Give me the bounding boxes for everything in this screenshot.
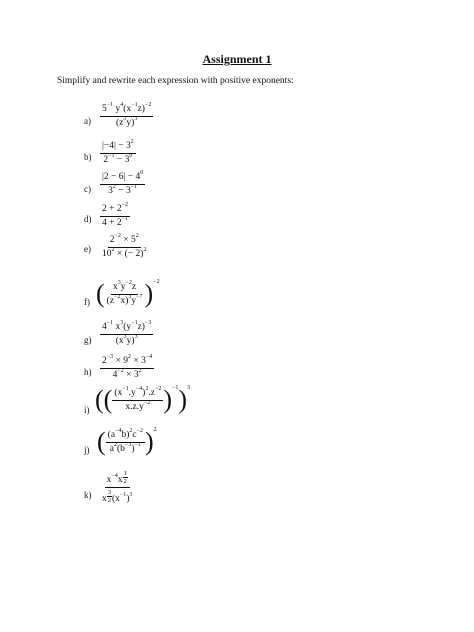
expression-c: $\frac{|2 - 6| - 4^0}{3^2 - 3^{-1}}$: [102, 170, 144, 196]
label-k: k): [84, 490, 92, 500]
label-f: f): [84, 297, 90, 307]
label-b: b): [84, 152, 92, 162]
label-e: e): [84, 244, 91, 254]
label-g: g): [84, 335, 92, 345]
instructions: Simplify and rewrite each expression with positive exponents:: [57, 76, 294, 86]
expression-f: ( $\frac{x^3y^{-2}z}{(z^{-2}x)^3y^{-7}}$ )$^{-2}$: [96, 279, 160, 308]
expression-a: $\frac{5^{-1} y^4(x^{-1}z)^{-2}}{(z^3y)^3}$: [102, 102, 152, 128]
expression-d: $\frac{2 + 2^{-2}}{4 + 2^{-1}}$: [102, 202, 128, 228]
label-j: j): [84, 445, 90, 455]
expression-k: $x^{-4}x$ $^{\frac{1}{2}}$ x $^{\frac{3}{2}}$ $(x^{-1})^3$: [102, 470, 133, 505]
expression-j: ( $\frac{(a^{-4}b)^2c^{-2}}{a^2(b^{-3})^{-1}}$ )$^2$: [97, 427, 157, 456]
expression-e: $\frac{2^{-2} \times 5^2}{10^2 \times (- 2)^2}$: [102, 233, 147, 259]
label-d: d): [84, 214, 92, 224]
label-a: a): [84, 116, 91, 126]
expression-b: $\frac{|-4| - 3^2}{2^{-1} - 3^0}$: [102, 139, 134, 165]
expression-h: $\frac{2^{-3} \times 9^2 \times 3^{-4}}{4^{-2} \times 3^2}$: [102, 354, 153, 380]
expression-g: $\frac{4^{-1} x^3(y^{-1}z)^{-3}}{(x^3y)^3}$: [102, 320, 152, 346]
label-h: h): [84, 367, 92, 377]
page-title: Assignment 1: [202, 52, 272, 66]
label-i: i): [84, 405, 90, 415]
expression-i: (( $\frac{(x^{-1}.y^{-4})^2.z^{-2}}{x.z.y^{-2}}$ )$^{-1}$)$^3$: [95, 385, 191, 414]
label-c: c): [84, 184, 91, 194]
